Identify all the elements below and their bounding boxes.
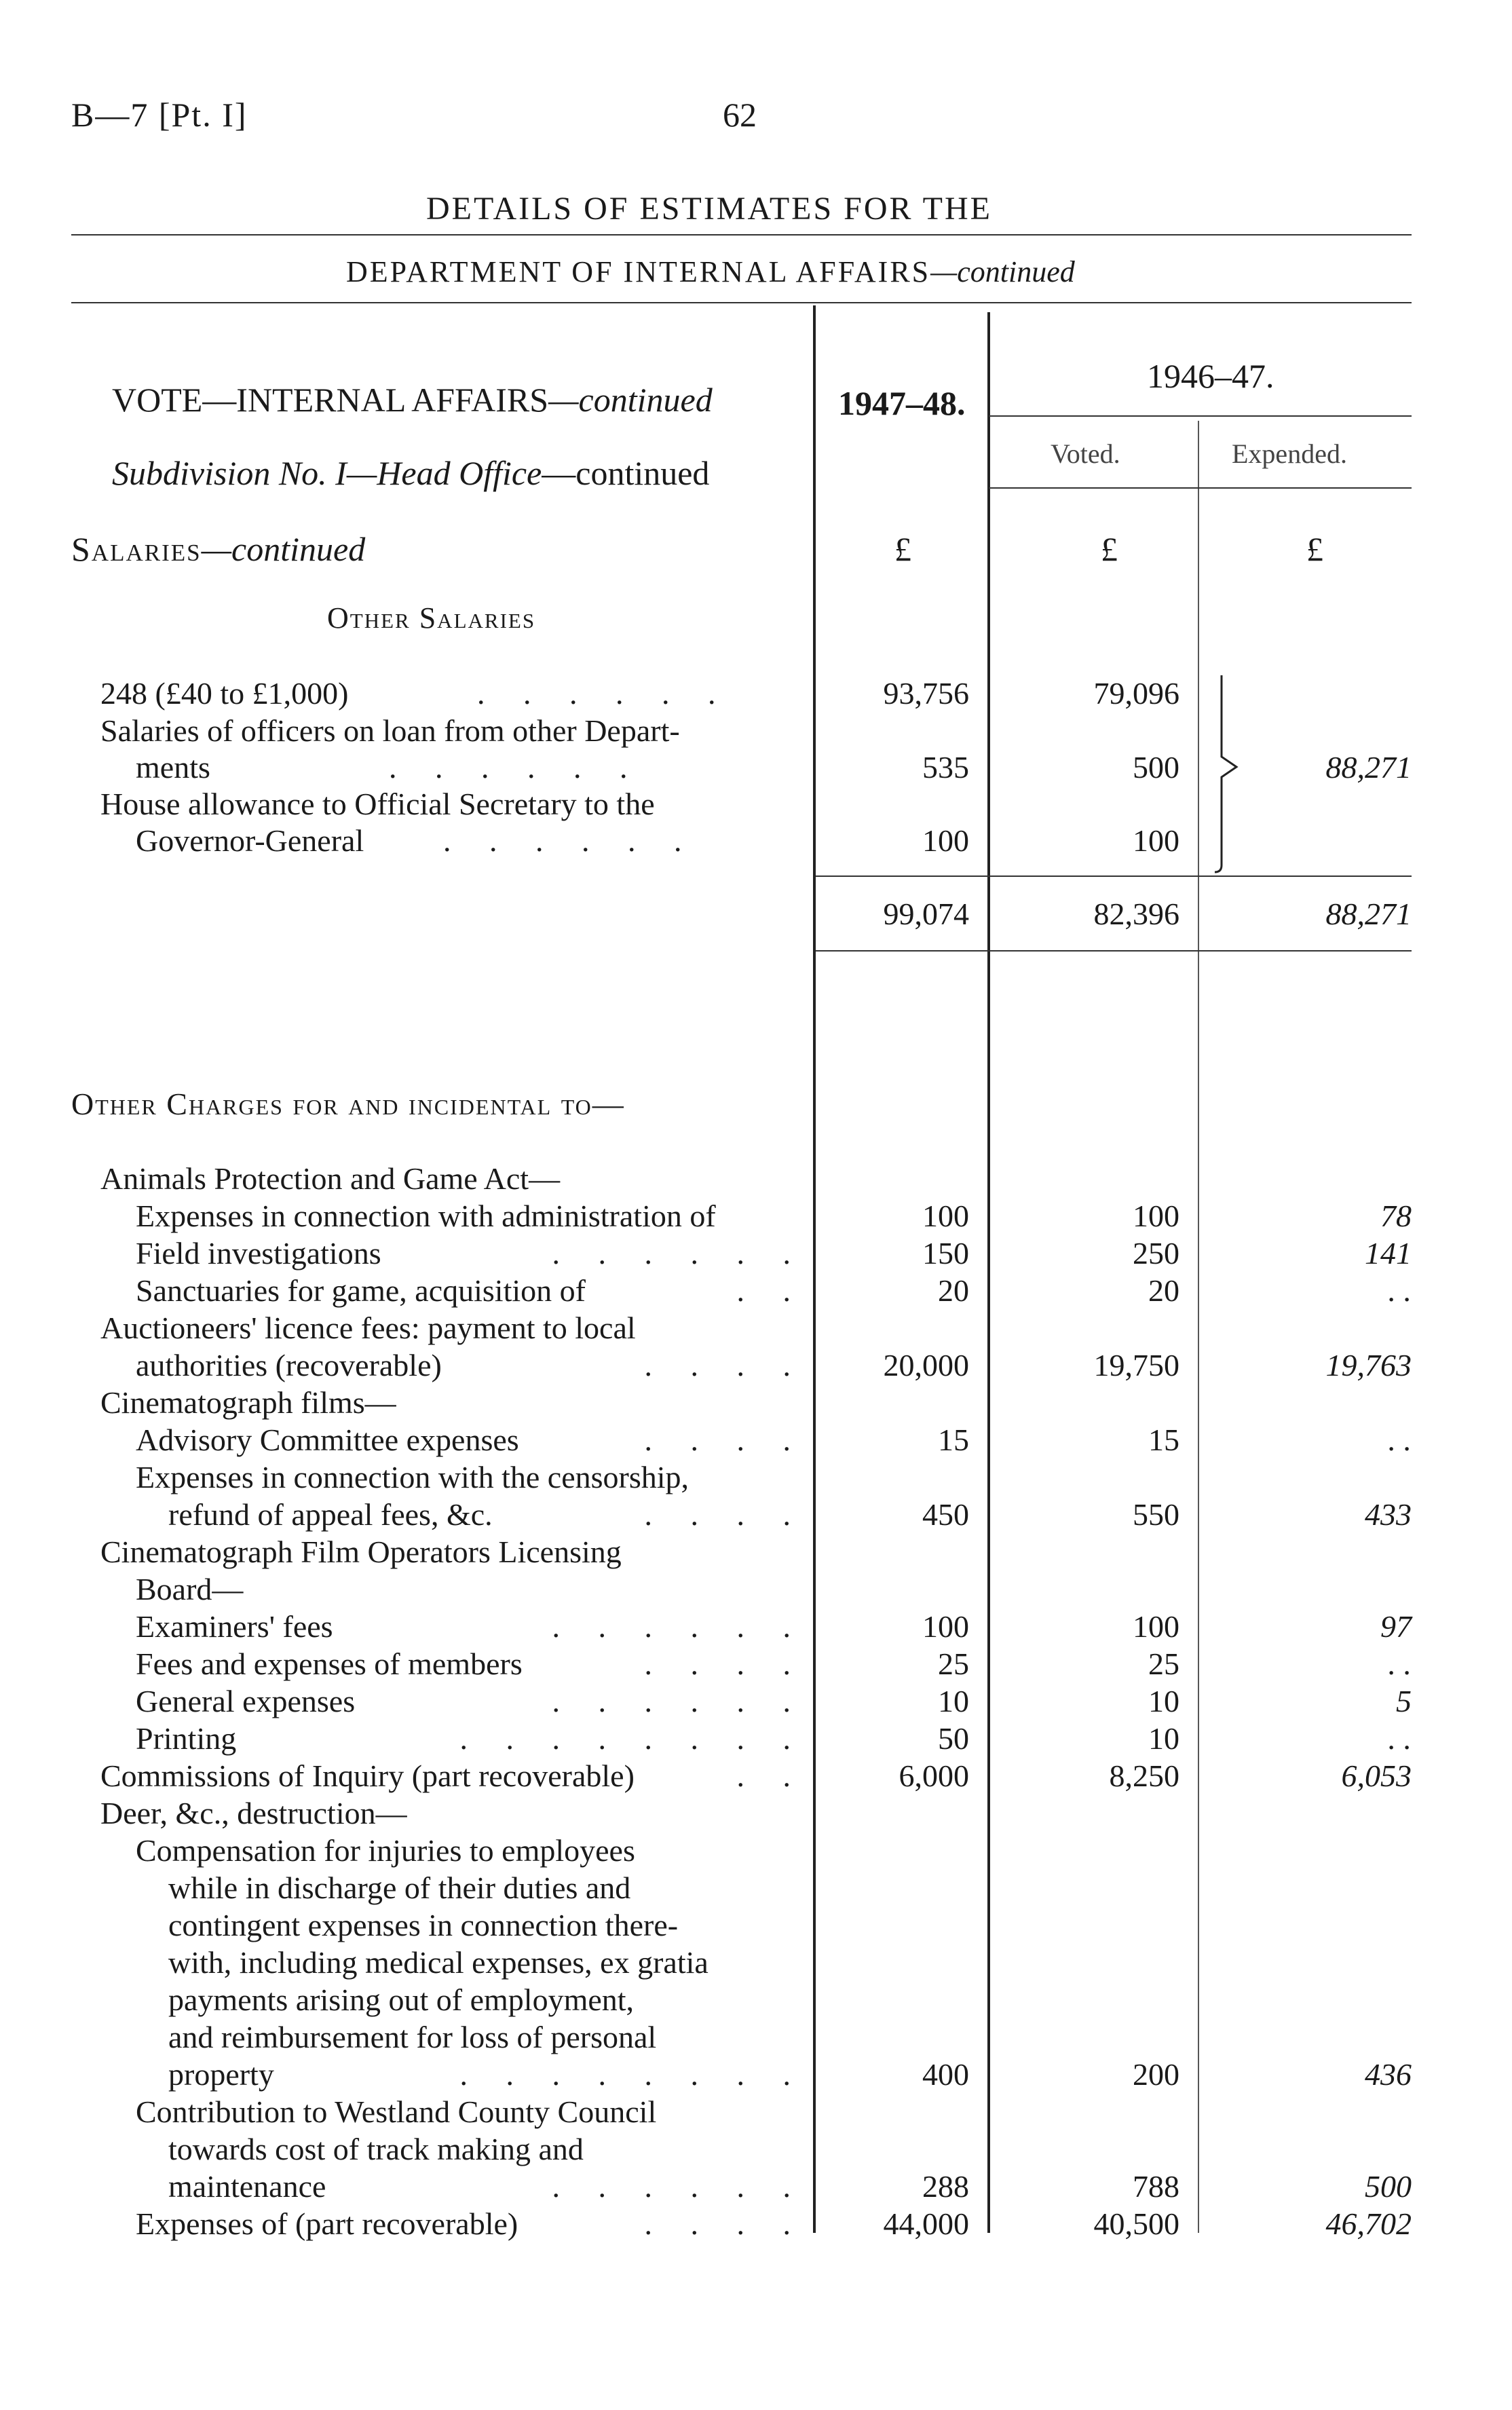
list-item-label: payments arising out of employment, [168,1982,635,2017]
list-item-label: Expenses in connection with administration of [136,1199,716,1233]
currency-1947: £ [894,530,911,568]
list-item-voted: 100 [1133,1199,1179,1233]
salary-row-voted: 500 [1133,750,1179,785]
list-item-dots: . . . . . . [552,1609,791,1644]
list-item-1947: 20 [938,1273,969,1308]
list-item [136,1832,635,1869]
list-item-1947: 44,000 [883,2206,969,2241]
list-item-expended: 78 [1380,1199,1412,1233]
list-item [136,2094,656,2130]
list-item [136,1571,243,1608]
list-item-label: Cinematograph Film Operators Licensing [100,1535,622,1569]
list-item [136,1347,791,1384]
bracket-brace [1194,672,1249,875]
salaries-total-voted: 82,396 [1093,897,1179,931]
list-item [168,1982,634,2018]
department-name: DEPARTMENT OF INTERNAL AFFAIRS [346,255,931,288]
list-item-expended: 46,702 [1325,2206,1412,2241]
department-continued: —continued [930,255,1075,288]
list-item-expended: 500 [1365,2169,1412,2204]
list-item-expended: 141 [1365,1236,1412,1270]
list-item-1947: 15 [938,1423,969,1457]
list-item-label: authorities (recoverable) [136,1348,442,1382]
salary-row-1947: 93,756 [883,676,969,711]
vote-title-continued: —continued [548,381,713,419]
list-item-voted: 200 [1133,2057,1179,2092]
salary-row-label: Salaries of officers on loan from other Depart- [100,713,680,748]
list-item [100,1385,396,1421]
list-item-1947: 20,000 [883,1348,969,1382]
list-item [136,1720,791,1757]
list-item [100,1161,560,1197]
totals-bottom-rule [816,950,1412,952]
list-item [136,2206,791,2242]
list-item [100,1534,622,1570]
list-item-label: Cinematograph films— [100,1385,396,1420]
list-item-dots: . . . . . . [552,1236,791,1270]
list-item-label: refund of appeal fees, &c. [168,1497,493,1532]
subdivision-text: Subdivision No. I—Head Office [112,454,542,492]
list-item-label: towards cost of track making and [168,2132,584,2166]
list-item-expended: . . [1388,1646,1412,1681]
list-item-label: with, including medical expenses, ex gratia [168,1945,708,1980]
salaries-total-1947: 99,074 [883,897,969,931]
list-item-voted: 25 [1148,1646,1179,1681]
list-item-voted: 10 [1148,1721,1179,1756]
list-item-1947: 6,000 [899,1758,969,1793]
salary-row-label-line2: ments [136,750,210,785]
list-item-expended: 436 [1365,2057,1412,2092]
list-item-expended: . . [1388,1273,1412,1308]
list-item-label: Commissions of Inquiry (part recoverable) [100,1758,635,1793]
list-item-voted: 19,750 [1093,1348,1179,1382]
list-item-label: Fees and expenses of members [136,1646,523,1681]
list-item-dots: . . . . [644,1646,791,1681]
list-item-voted: 550 [1133,1497,1179,1532]
list-item-voted: 788 [1133,2169,1179,2204]
salary-row-label: House allowance to Official Secretary to the [100,787,655,821]
list-item-label: Animals Protection and Game Act— [100,1161,561,1196]
column-rule-1 [813,305,816,2233]
list-item-voted: 100 [1133,1609,1179,1644]
list-item [168,2056,791,2093]
header-bottom-rule [989,487,1412,489]
list-item-1947: 50 [938,1721,969,1756]
list-item [136,1198,716,1235]
list-item-dots: . . . . [644,1497,791,1532]
currency-expended: £ [1306,530,1323,568]
list-item-label: contingent expenses in connection there- [168,1908,679,1942]
salary-row-1947: 535 [922,750,969,785]
list-item [136,1235,791,1272]
salaries-heading-text: Salaries [71,530,202,568]
list-item-1947: 100 [922,1199,969,1233]
list-item-label: General expenses [136,1684,356,1718]
column-header-1947: 1947–48. [838,384,966,422]
salary-row-label-cont [100,823,682,859]
list-item-dots: . . [736,1758,791,1793]
list-item [168,1870,630,1906]
list-item-1947: 100 [922,1609,969,1644]
list-item-dots: . . . . . . . . [459,2057,791,2092]
salary-row-dots: . . . . . . [389,750,628,785]
list-item-voted: 250 [1133,1236,1179,1270]
list-item-label: Deer, &c., destruction— [100,1796,407,1830]
list-item [136,1608,791,1645]
list-item-expended: . . [1388,1721,1412,1756]
vote-title-text: VOTE—INTERNAL AFFAIRS [112,381,549,419]
vote-title [112,380,713,419]
list-item-label: property [168,2057,274,2092]
salary-row-voted: 79,096 [1093,676,1179,711]
salaries-heading-continued: —continued [201,530,366,568]
list-item-voted: 20 [1148,1273,1179,1308]
currency-voted: £ [1101,530,1118,568]
salary-row-voted: 100 [1133,823,1179,858]
salary-row-dots: . . . . . . [477,676,716,711]
salary-row-dots: . . . . . . [443,823,682,858]
list-item [136,1273,791,1309]
salary-row-label: 248 (£40 to £1,000) [100,676,349,711]
list-item-label: maintenance [168,2169,326,2204]
list-item [100,1795,407,1832]
list-item-1947: 400 [922,2057,969,2092]
list-item-voted: 40,500 [1093,2206,1179,2241]
salary-row [100,675,793,712]
list-item-dots: . . . . . . . . [459,1721,791,1756]
list-item-dots: . . [736,1273,791,1308]
subdivision-continued: —continued [542,454,710,492]
department-heading [346,255,1075,289]
list-item-label: Expenses in connection with the censorship, [136,1460,689,1494]
list-item [168,1907,678,1944]
salaries-bracket-expended: 88,271 [1325,750,1412,785]
list-item-dots: . . . . [644,1348,791,1382]
list-item-dots: . . . . [644,1423,791,1457]
year2-underline [989,415,1412,417]
page-number: 62 [723,96,757,134]
list-item-dots: . . . . [644,2206,791,2241]
list-item-voted: 10 [1148,1684,1179,1718]
page-code: B—7 [Pt. I] [71,96,248,134]
list-item-label: Expenses of (part recoverable) [136,2206,518,2241]
list-item-label: Contribution to Westland County Council [136,2094,657,2129]
list-item [100,1758,791,1794]
list-item-label: Sanctuaries for game, acquisition of [136,1273,586,1308]
list-item-1947: 10 [938,1684,969,1718]
list-item-label: Auctioneers' licence fees: payment to local [100,1311,636,1345]
column-rule-2 [987,312,990,2233]
list-item-dots: . . . . . . [552,1684,791,1718]
other-charges-heading: Other Charges for and incidental to— [71,1087,625,1121]
list-item [136,1683,791,1720]
list-item [168,2019,656,2056]
totals-top-rule [816,875,1412,877]
list-item-label: Advisory Committee expenses [136,1423,519,1457]
list-item-voted: 8,250 [1109,1758,1179,1793]
other-salaries-heading: Other Salaries [327,601,536,635]
list-item [168,2131,584,2168]
document-title: DETAILS OF ESTIMATES FOR THE [426,191,992,227]
salary-row [100,713,680,786]
column-header-voted: Voted. [1051,438,1120,469]
list-item [136,1459,689,1496]
list-item [100,1310,636,1347]
list-item [168,1496,791,1533]
column-header-expended: Expended. [1232,438,1347,469]
subdivision-title [112,453,709,493]
list-item [168,2168,791,2205]
salary-row-label-line2: Governor-General [136,823,364,858]
list-item-dots: . . . . . . [552,2169,791,2204]
column-header-1946: 1946–47. [1147,357,1274,395]
title-rule [71,234,1412,236]
list-item [168,1944,708,1981]
list-item [136,1422,791,1458]
list-item-label: Field investigations [136,1236,381,1270]
list-item-1947: 450 [922,1497,969,1532]
department-rule [71,302,1412,303]
list-item-expended: 433 [1365,1497,1412,1532]
list-item-label: Printing [136,1721,237,1756]
list-item-voted: 15 [1148,1423,1179,1457]
list-item-label: while in discharge of their duties and [168,1870,631,1905]
list-item [136,1646,791,1682]
list-item-label: Compensation for injuries to employees [136,1833,635,1868]
salaries-heading [71,529,365,569]
salary-row [100,786,682,859]
list-item-label: and reimbursement for loss of personal [168,2020,657,2054]
list-item-expended: 97 [1380,1609,1412,1644]
salaries-total-expended: 88,271 [1325,897,1412,931]
salary-row-label-cont [100,749,680,786]
list-item-expended: 19,763 [1325,1348,1412,1382]
list-item-expended: 6,053 [1341,1758,1412,1793]
list-item-label: Board— [136,1572,244,1606]
list-item-1947: 288 [922,2169,969,2204]
list-item-1947: 25 [938,1646,969,1681]
salary-row-1947: 100 [922,823,969,858]
list-item-label: Examiners' fees [136,1609,333,1644]
list-item-expended: . . [1388,1423,1412,1457]
list-item-expended: 5 [1396,1684,1412,1718]
list-item-1947: 150 [922,1236,969,1270]
